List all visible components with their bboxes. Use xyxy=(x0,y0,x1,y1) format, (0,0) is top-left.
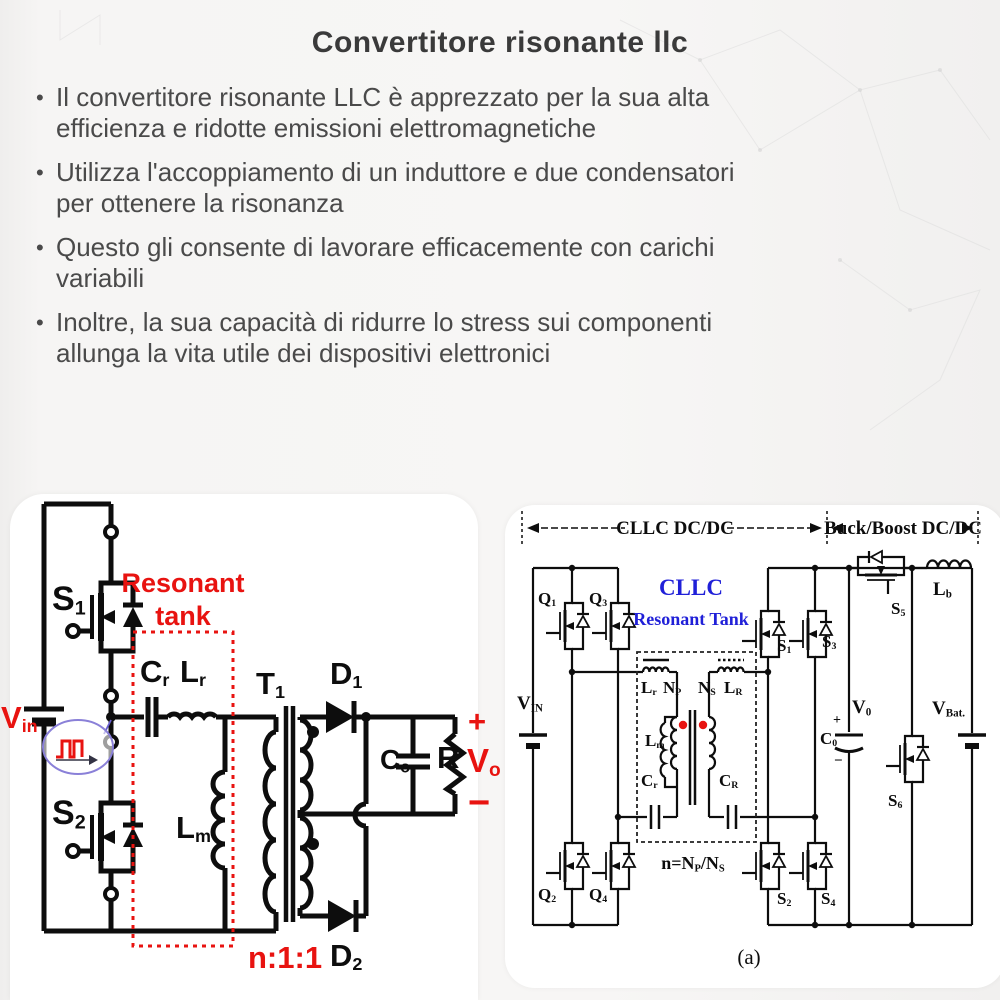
capacitor-cR-right xyxy=(728,805,736,829)
label-q1: $Q_1$ xyxy=(538,589,557,610)
page-title: Convertitore risonante llc xyxy=(311,26,689,59)
label-c0: $C_0$ xyxy=(820,729,838,750)
cllc-tank-title: Resonant Tank xyxy=(633,609,749,629)
bullet-item xyxy=(36,232,946,294)
cllc-tank-title: CLLC xyxy=(659,575,723,600)
label-c0-plus: + xyxy=(833,713,841,728)
label-lr: $L_r$ xyxy=(180,654,206,690)
bullet-dot: • xyxy=(36,85,44,110)
gate-pulse-symbol xyxy=(43,720,113,774)
capacitor-cr xyxy=(148,697,156,737)
label-vbat: $V_{Bat.}$ xyxy=(932,698,966,720)
label-co: $C_o$ xyxy=(380,744,411,777)
label-v0: $V_0$ xyxy=(852,697,872,719)
bullet-text: Il convertitore risonante LLC è apprezzato per la sua alta xyxy=(56,82,710,112)
cllc-schematic xyxy=(505,505,1000,988)
transformer-core-right xyxy=(690,710,695,805)
label-vin: $V_{in}$ xyxy=(1,700,38,736)
bullet-item xyxy=(36,82,946,144)
label-s4-right: $S_4$ xyxy=(821,889,836,910)
label-c0-minus: − xyxy=(834,753,843,769)
label-vo-plus: + xyxy=(468,704,487,739)
label-d1: $D_1$ xyxy=(330,656,363,692)
capacitor-c0 xyxy=(835,735,863,752)
battery-vin-right xyxy=(519,735,547,746)
mosfet-s6 xyxy=(886,728,929,790)
label-s6: $S_6$ xyxy=(888,791,903,812)
label-t1: $T_1$ xyxy=(256,666,285,702)
battery-vbat xyxy=(958,735,986,746)
label-vo-minus: − xyxy=(468,782,491,824)
llc-circuit-panel xyxy=(1,494,501,1000)
label-cr: $C_r$ xyxy=(140,654,170,690)
label-lm: $L_m$ xyxy=(176,810,211,846)
bullet-dot: • xyxy=(36,160,44,185)
mosfet-s4 xyxy=(789,835,832,897)
bullet-text: allunga la vita utile dei dispositivi elettronici xyxy=(56,338,551,368)
mosfet-s5 xyxy=(850,551,912,594)
label-vin-right: $V_{IN}$ xyxy=(517,693,543,715)
bullet-item xyxy=(36,157,946,219)
bullet-item xyxy=(36,307,946,369)
diode-d2 xyxy=(328,900,356,932)
label-cR-right: $C_R$ xyxy=(719,771,739,792)
label-lm-right: $L_m$ xyxy=(645,731,665,752)
label-s3-right: $S_3$ xyxy=(822,632,837,653)
label-q2: $Q_2$ xyxy=(538,885,557,906)
label-s5: $S_5$ xyxy=(891,599,906,620)
label-lR-right: $L_R$ xyxy=(724,678,743,699)
section-header-buckboost: Buck/Boost DC/DC xyxy=(824,518,982,539)
figure-caption: (a) xyxy=(737,945,761,969)
cllc-circuit-panel xyxy=(505,505,1000,988)
label-turns-ratio: n:1:1 xyxy=(248,940,323,975)
cllc-wires xyxy=(533,561,972,926)
label-np: $N_P$ xyxy=(663,678,682,699)
polarity-dots xyxy=(679,721,707,729)
label-s2-right: $S_2$ xyxy=(777,889,792,910)
label-s2: $S_2$ xyxy=(52,794,86,834)
diode-d1 xyxy=(326,701,354,733)
label-d2: $D_2$ xyxy=(330,938,363,974)
label-lr-right: $L_r$ xyxy=(641,678,657,699)
label-ns: $N_S$ xyxy=(698,678,716,699)
transformer-core xyxy=(286,706,293,922)
label-turns-equation: $n=N_P/N_S$ xyxy=(661,853,725,875)
label-r: R xyxy=(437,740,460,775)
bullet-text: efficienza e ridotte emissioni elettromagnetiche xyxy=(56,113,597,143)
label-s1: $S_1$ xyxy=(52,580,86,620)
label-q3: $Q_3$ xyxy=(589,589,608,610)
mosfet-s2 xyxy=(742,835,785,897)
label-q4: $Q_4$ xyxy=(589,885,608,906)
bullet-dot: • xyxy=(36,310,44,335)
bullet-text: Inoltre, la sua capacità di ridurre lo stress sui componenti xyxy=(56,307,713,337)
resonant-tank-title: Resonant xyxy=(121,568,245,598)
bullet-text: per ottenere la risonanza xyxy=(56,188,344,218)
bullet-text: Questo gli consente di lavorare efficacemente con carichi xyxy=(56,232,715,262)
bullet-text: variabili xyxy=(56,263,145,293)
bullet-text: Utilizza l'accoppiamento di un induttore e due condensatori xyxy=(56,157,735,187)
label-vo: $V_o$ xyxy=(467,742,501,782)
capacitor-cr-right xyxy=(651,805,659,829)
bullet-dot: • xyxy=(36,235,44,260)
resonant-tank-title: tank xyxy=(155,601,211,631)
section-header-cllc: CLLC DC/DC xyxy=(616,518,734,539)
label-s1-right: $S_1$ xyxy=(777,636,792,657)
label-cr-right: $C_r$ xyxy=(641,771,658,792)
bullet-list xyxy=(36,82,946,382)
label-lb: $L_b$ xyxy=(933,579,952,601)
